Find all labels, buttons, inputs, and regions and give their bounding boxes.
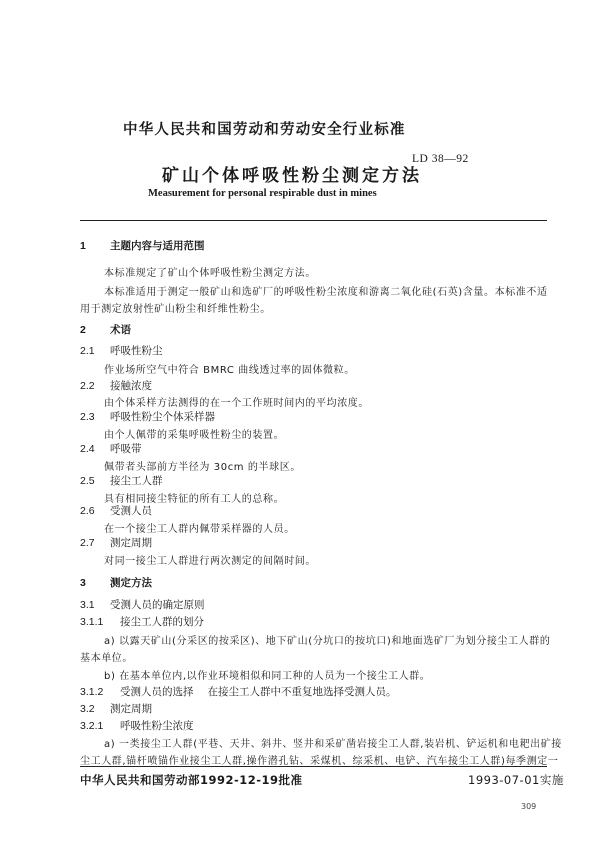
section-1-para-2b: 用于测定放射性矿山粉尘和纤维性粉尘。 [80, 304, 271, 315]
term-2-2-def: 由个体采样方法测得的在一个工作班时间内的平均浓度。 [104, 398, 369, 409]
subsection-3-1: 3.1 受测人员的确定原则 [80, 599, 205, 611]
document-title-cn: 矿山个体呼吸性粉尘测定方法 [162, 166, 422, 186]
subsection-3-1-1-b: b) 在基本单位内,以作业环境相似和同工种的人员为一个接尘工人群。 [104, 671, 431, 682]
section-1-heading: 1 主题内容与适用范围 [80, 240, 205, 252]
subsection-3-2-1: 3.2.1 呼吸性粉尘浓度 [80, 720, 194, 732]
page-number: 309 [521, 802, 537, 811]
subsection-3-1-2: 3.1.2 受测人员的选择 在接尘工人群中不重复地选择受测人员。 [80, 686, 397, 698]
section-1-para-1: 本标准规定了矿山个体呼吸性粉尘测定方法。 [104, 268, 316, 279]
term-2-6: 2.6 受测人员 [80, 505, 152, 517]
document-title-en: Measurement for personal respirable dust in mines [148, 188, 377, 199]
subsection-3-1-1-a2: 基本单位。 [80, 653, 133, 664]
term-2-7: 2.7 测定周期 [80, 537, 152, 549]
term-2-2: 2.2 接触浓度 [80, 380, 152, 392]
subsection-3-1-1: 3.1.1 接尘工人群的划分 [80, 616, 204, 628]
term-2-1: 2.1 呼吸性粉尘 [80, 345, 163, 357]
term-2-3-def: 由个人佩带的采集呼吸性粉尘的装置。 [104, 430, 285, 441]
subsection-3-2-1-a2: 尘工人群,锚杆喷锚作业接尘工人群,操作潜孔钻、采煤机、综采机、电铲、汽车接尘工人群)每季测定一 [80, 756, 559, 767]
approval-date: 中华人民共和国劳动部1992-12-19批准 [80, 773, 303, 787]
term-2-4: 2.4 呼吸带 [80, 443, 142, 455]
section-2-heading: 2 术语 [80, 324, 131, 336]
term-2-4-def: 佩带者头部前方半径为 30cm 的半球区。 [104, 462, 301, 473]
standard-code: LD 38—92 [412, 153, 469, 165]
term-2-3: 2.3 呼吸性粉尘个体采样器 [80, 411, 215, 423]
term-2-1-def: 作业场所空气中符合 BMRC 曲线透过率的固体微粒。 [104, 365, 355, 376]
subsection-3-1-1-a1: a) 以露天矿山(分采区的按采区)、地下矿山(分坑口的按坑口)和地面选矿厂为划分接尘工人群的 [104, 636, 551, 647]
footer-divider [80, 766, 547, 767]
section-1-para-2a: 本标准适用于测定一般矿山和选矿厂的呼吸性粉尘浓度和游离二氧化硅(石英)含量。本标准不适 [104, 287, 548, 298]
term-2-5-def: 具有相同接尘特征的所有工人的总称。 [104, 494, 285, 505]
effective-date: 1993-07-01实施 [468, 773, 564, 787]
term-2-7-def: 对同一接尘工人群进行两次测定的间隔时间。 [104, 556, 316, 567]
subsection-3-2: 3.2 测定周期 [80, 703, 152, 715]
term-2-5: 2.5 接尘工人群 [80, 475, 163, 487]
standard-org-title: 中华人民共和国劳动和劳动安全行业标准 [123, 122, 406, 138]
header-divider [80, 220, 547, 221]
term-2-6-def: 在一个接尘工人群内佩带采样器的人员。 [104, 524, 295, 535]
subsection-3-2-1-a1: a) 一类接尘工人群(平巷、天井、斜井、竖井和采矿凿岩接尘工人群,装岩机、铲运机和电耙出矿接 [104, 739, 562, 750]
section-3-heading: 3 测定方法 [80, 577, 152, 589]
